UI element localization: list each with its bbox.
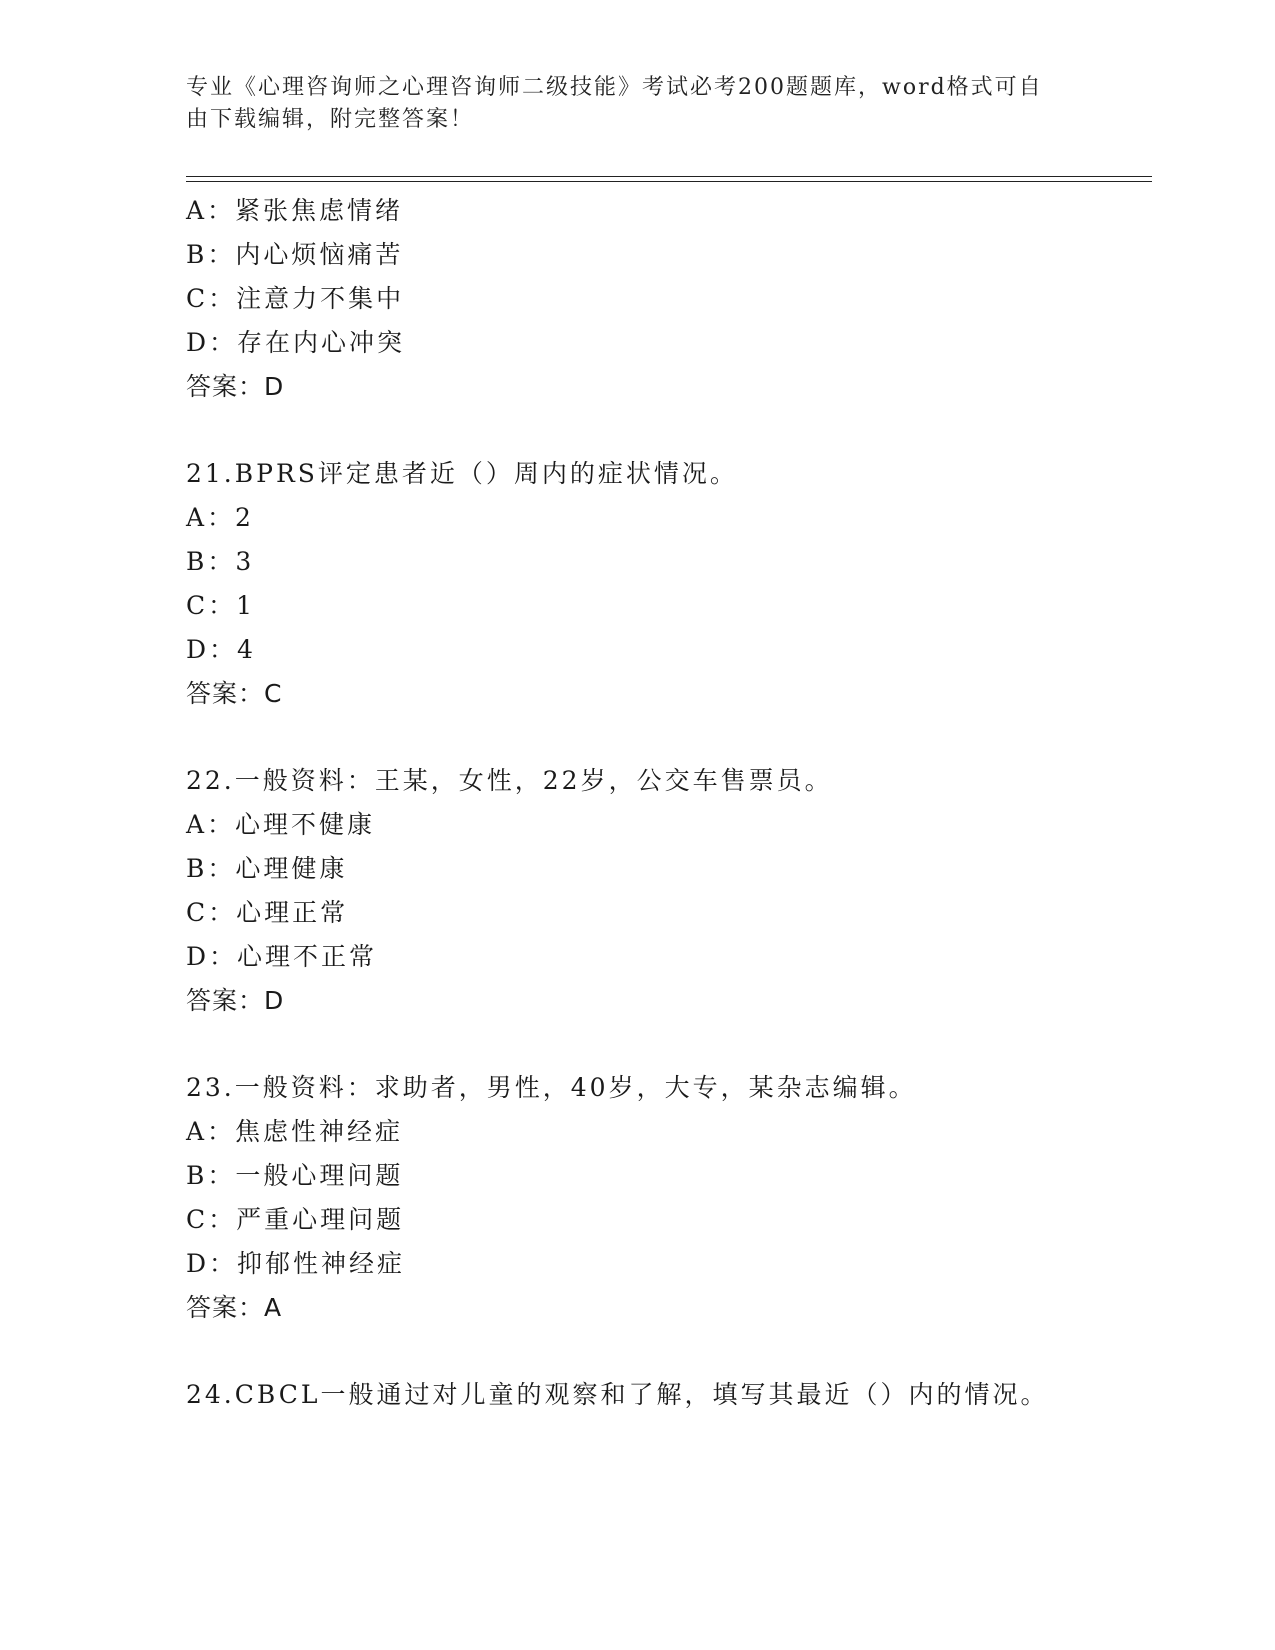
option-a: A：2: [186, 503, 254, 532]
option-a: A：焦虑性神经症: [186, 1117, 404, 1146]
question-stem-24: 24.CBCL一般通过对儿童的观察和了解，填写其最近（）内的情况。: [186, 1380, 1049, 1409]
option-a: A：紧张焦虑情绪: [186, 196, 404, 225]
answer: 答案：C: [186, 679, 283, 708]
option-b: B：心理健康: [186, 854, 348, 883]
option-d: D：抑郁性神经症: [186, 1249, 406, 1278]
answer: 答案：D: [186, 372, 285, 401]
header-rule-bottom: [186, 181, 1152, 182]
question-stem-22: 22.一般资料：王某，女性，22岁，公交车售票员。: [186, 766, 833, 795]
question-stem-23: 23.一般资料：求助者，男性，40岁，大专，某杂志编辑。: [186, 1073, 917, 1102]
option-c: C：注意力不集中: [186, 284, 405, 313]
option-c: C：心理正常: [186, 898, 349, 927]
option-c: C：严重心理问题: [186, 1205, 405, 1234]
option-d: D：4: [186, 635, 256, 664]
option-d: D：心理不正常: [186, 942, 378, 971]
document-header: 专业《心理咨询师之心理咨询师二级技能》考试必考200题题库，word格式可自由下载编辑，附完整答案！: [186, 75, 1043, 132]
option-c: C：1: [186, 591, 256, 620]
option-b: B：3: [186, 547, 255, 576]
option-d: D：存在内心冲突: [186, 328, 406, 357]
question-stem-21: 21.BPRS评定患者近（）周内的症状情况。: [186, 459, 738, 488]
option-b: B：内心烦恼痛苦: [186, 240, 404, 269]
answer: 答案：D: [186, 986, 285, 1015]
option-a: A：心理不健康: [186, 810, 376, 839]
header-rule-top: [186, 176, 1152, 177]
answer: 答案：A: [186, 1293, 283, 1322]
option-b: B：一般心理问题: [186, 1161, 404, 1190]
